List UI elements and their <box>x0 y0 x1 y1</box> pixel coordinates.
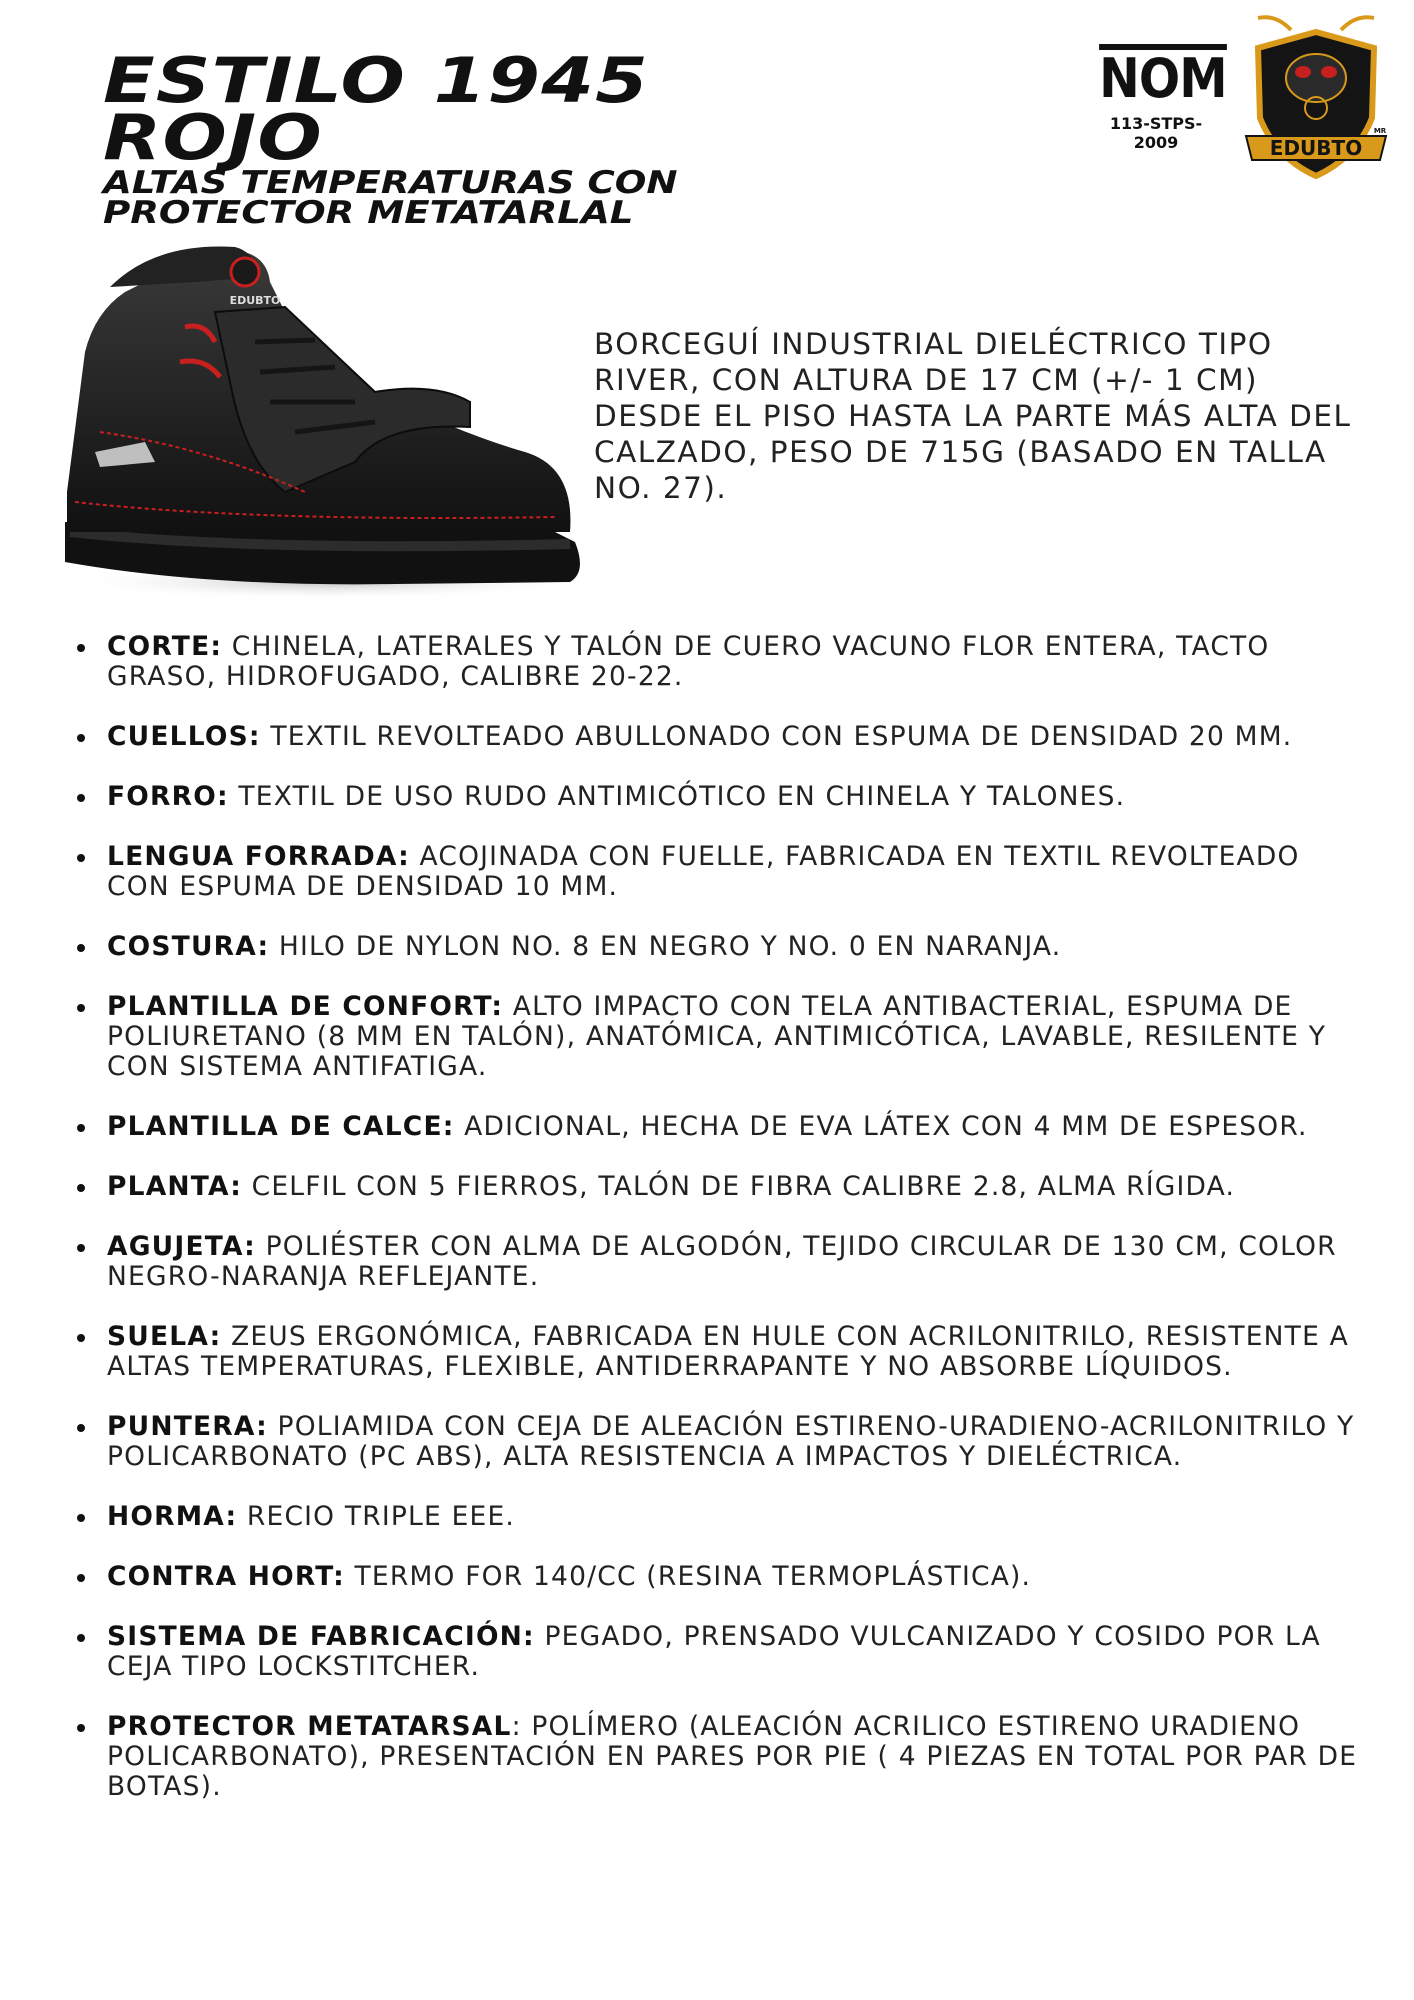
list-item <box>73 932 1363 962</box>
spec-label: PUNTERA: <box>107 1411 268 1442</box>
spec-label: PROTECTOR METATARSAL <box>107 1711 512 1742</box>
spec-label: COSTURA: <box>107 931 270 962</box>
spec-text: : POLÍMERO (ALEACIÓN ACRILICO ESTIRENO URADIENO POLICARBONATO), PRESENTACIÓN EN PARES POR PIE ( 4 PIEZAS EN TOTAL POR PAR DE BOTAS). <box>107 1711 1358 1802</box>
spec-label: PLANTILLA DE CALCE: <box>107 1111 455 1142</box>
title-line-1: ESTILO 1945 <box>103 44 649 117</box>
spec-label: LENGUA FORRADA: <box>107 841 410 872</box>
subtitle-line-1: ALTAS TEMPERATURAS CON <box>103 165 678 201</box>
spec-text: CHINELA, LATERALES Y TALÓN DE CUERO VACUNO FLOR ENTERA, TACTO GRASO, HIDROFUGADO, CALIBRE 20-22. <box>107 631 1270 692</box>
list-item <box>73 632 1363 692</box>
spec-text: TEXTIL DE USO RUDO ANTIMICÓTICO EN CHINELA Y TALONES. <box>228 781 1126 812</box>
list-item <box>73 1502 1363 1532</box>
nom-code: 113-STPS-2009 <box>1109 114 1203 152</box>
list-item <box>73 1412 1363 1472</box>
product-subtitle <box>103 165 678 231</box>
logo-mark: MR <box>1373 127 1387 135</box>
product-title <box>103 44 649 174</box>
list-item <box>73 1232 1363 1292</box>
spec-text: ZEUS ERGONÓMICA, FABRICADA EN HULE CON ACRILONITRILO, RESISTENTE A ALTAS TEMPERATURAS, FLEXIBLE, ANTIDERRAPANTE Y NO ABSORBE LÍQUIDOS. <box>107 1321 1349 1382</box>
boot-image <box>55 232 595 602</box>
list-item <box>73 782 1363 812</box>
product-description: BORCEGUÍ INDUSTRIAL DIELÉCTRICO TIPO RIVER, CON ALTURA DE 17 CM (+/- 1 CM) DESDE EL PISO HASTA LA PARTE MÁS ALTA DEL CALZADO, PESO DE 715G (BASADO EN TALLA NO. 27). <box>594 327 1352 505</box>
spec-text: ACOJINADA CON FUELLE, FABRICADA EN TEXTIL REVOLTEADO CON ESPUMA DE DENSIDAD 10 MM. <box>107 841 1300 902</box>
spec-text: CELFIL CON 5 FIERROS, TALÓN DE FIBRA CALIBRE 2.8, ALMA RÍGIDA. <box>242 1171 1236 1202</box>
spec-text: POLIAMIDA CON CEJA DE ALEACIÓN ESTIRENO-URADIENO-ACRILONITRILO Y POLICARBONATO (PC ABS), ALTA RESISTENCIA A IMPACTOS Y DIELÉCTRICA. <box>107 1411 1355 1472</box>
spec-text: RECIO TRIPLE EEE. <box>237 1501 516 1532</box>
spec-label: CORTE: <box>107 631 223 662</box>
list-item <box>73 1622 1363 1682</box>
title-line-2: ROJO <box>103 101 323 174</box>
list-item <box>73 1172 1363 1202</box>
spec-text: ALTO IMPACTO CON TELA ANTIBACTERIAL, ESPUMA DE POLIURETANO (8 MM EN TALÓN), ANATÓMICA, ANTIMICÓTICA, LAVABLE, RESILENTE Y CON SISTEMA ANTIFATIGA. <box>107 991 1327 1082</box>
list-item <box>73 842 1363 902</box>
spec-text: TERMO FOR 140/CC (RESINA TERMOPLÁSTICA). <box>344 1561 1032 1592</box>
list-item <box>73 992 1363 1082</box>
spec-label: CONTRA HORT: <box>107 1561 345 1592</box>
spec-text: TEXTIL REVOLTEADO ABULLONADO CON ESPUMA DE DENSIDAD 20 MM. <box>260 721 1293 752</box>
list-item <box>73 1322 1363 1382</box>
spec-text: HILO DE NYLON NO. 8 EN NEGRO Y NO. 0 EN NARANJA. <box>269 931 1062 962</box>
spec-label: PLANTA: <box>107 1171 243 1202</box>
spec-text: ADICIONAL, HECHA DE EVA LÁTEX CON 4 MM DE ESPESOR. <box>454 1111 1308 1142</box>
spec-label: AGUJETA: <box>107 1231 256 1262</box>
spec-label: FORRO: <box>107 781 229 812</box>
spec-label: PLANTILLA DE CONFORT: <box>107 991 504 1022</box>
spec-list <box>73 632 1363 1832</box>
spec-text: PEGADO, PRENSADO VULCANIZADO Y COSIDO POR LA CEJA TIPO LOCKSTITCHER. <box>107 1621 1321 1682</box>
logo-emblem-icon <box>1236 8 1396 183</box>
subtitle-line-2: PROTECTOR METATARLAL <box>103 195 634 231</box>
list-item <box>73 722 1363 752</box>
logo-wordmark: EDUBTO <box>1269 136 1363 160</box>
list-item <box>73 1112 1363 1142</box>
edubto-logo <box>1236 8 1396 183</box>
list-item <box>73 1562 1363 1592</box>
spec-label: SUELA: <box>107 1321 222 1352</box>
spec-label: SISTEMA DE FABRICACIÓN: <box>107 1621 535 1652</box>
spec-label: HORMA: <box>107 1501 238 1532</box>
boot-photo <box>55 232 595 602</box>
spec-text: POLIÉSTER CON ALMA DE ALGODÓN, TEJIDO CIRCULAR DE 130 CM, COLOR NEGRO-NARANJA REFLEJANTE. <box>107 1231 1337 1292</box>
nom-text: NOM <box>1099 44 1227 108</box>
spec-label: CUELLOS: <box>107 721 261 752</box>
list-item <box>73 1712 1363 1802</box>
boot-brand-label: EDUBTO <box>229 294 281 307</box>
nom-badge <box>1092 44 1227 152</box>
